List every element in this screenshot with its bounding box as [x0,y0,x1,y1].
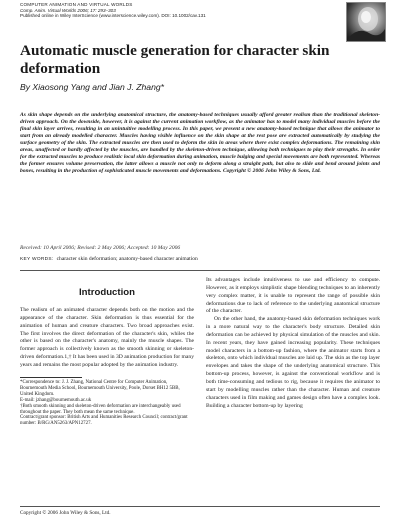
author-line: By Xiaosong Yang and Jian J. Zhang* [20,82,164,92]
footnote-grant: Contract/grant sponsor: British Arts and Humanities Research Council; contract/grant number: B/RG/AN5263/APN12727. [20,415,188,427]
left-column [20,277,194,427]
keywords-text: character skin deformation; anatomy-based character animation [56,256,198,262]
footnote-terminology: †Both smooth skinning and skeleton-driven deformation are interchangeably used throughout the paper. They both mean the same technique. [20,403,181,415]
footer-divider [20,506,380,507]
keywords [20,256,380,262]
submission-dates: Received: 10 April 2006; Revised: 2 May 2006; Accepted: 10 May 2006 [20,245,181,251]
paper-title: Automatic muscle generation for character skin deformation [20,42,330,77]
journal-name: COMPUTER ANIMATION AND VIRTUAL WORLDS [20,2,133,7]
intro-paragraph-1: The realism of an animated character depends both on the motion and the appearance of the character. Skin deformation is thus essential for the animation of human and creature characters. Two broad approaches exist. The first involves the direct deformation of the character's skin, whiles the other is based on the character's anatomy, mainly the muscle shapes. The former approach is collectively known as the smooth skinning or skeleton-driven deformation.1,† It has been used in 3D animation production for many years and remains the most popular adopted by the animation industry. [20,307,194,368]
footnote-correspondence: *Correspondence to: J. J. Zhang, National Centre for Computer Animation, Bournemouth Media School, Bournemouth University, Poole, Dorset BH12 5BB, United Kingdom. [20,379,180,397]
journal-cover-thumbnail [346,2,386,42]
journal-citation: Comp. Anim. Virtual Worlds 2006; 17: 293–303 [20,7,116,13]
section-divider [20,270,380,271]
introduction-heading: Introduction [79,287,135,298]
abstract: As skin shape depends on the underlying anatomical structure, the anatomy-based techniques usually afford greater realism than the traditional skeleton-driven approach. On the downside, however, it is against the current animation workflow, as the animator has to model many individual muscles before the final skin layer arrives, resulting in an unintuitive modelling process. In this paper, we present a new anatomy-based technique that allows the animator to start from an already modelled character. Muscles having visible influence on the skin shape at the rest pose are extracted automatically by studying the surface geometry of the skin. The extracted muscles are then used to deform the skin in areas where there exist complex deformations. The remaining skin areas, unaffected or hardly affected by the muscles, are handled by the skeleton-driven technique, allowing both techniques to play their strengths. In order for the extracted muscles to produce realistic local skin deformation during animation, muscle bulging and special movements are both represented. Whereas the former ensures volume preservation, the latter allows a muscle not only to deform along a straight path, but also to slide and bend around joints and bones, resulting in the production of sophisticated muscle movements and deformations. Copyright © 2006 John Wiley & Sons, Ltd. [20,112,380,175]
publication-line: Published online in Wiley InterScience (www.interscience.wiley.com). DOI: 10.1002/cav.131 [20,13,206,19]
right-column [206,277,380,410]
footnote-divider [20,377,82,378]
intro-paragraph-2: Its advantages include intuitiveness to use and efficiency to compute. However, as it employs simplistic shape blending techniques to an inherently very complex matter, it is unable to represent the range of possible skin deformations due to lack of reference to the underlying anatomical structure of the character. [206,277,380,315]
intro-paragraph-3: On the other hand, the anatomy-based skin deformation techniques work in a more natural way to the character's body structure. Detailed skin deformation can be achieved by physical simulation of the muscles and skin. In recent years, they have gained increasing popularity. These techniques model characters in a bottom-up fashion, where the animator starts from a skeleton, onto which individual muscles are laid up. The skin as the top layer envelopes and takes the shape of the underlying anatomical structure. This bottom-up process, however, is against the conventional workflow and is both time-consuming and tedious to rig, because it requires the animator to start by modelling muscles rather than the character. Human and creature characters used in film making and games design often have a complex look. Building a character bottom-up by layering [206,316,380,409]
footnote-email: E-mail: jzhang@bournemouth.ac.uk [20,397,92,403]
journal-header [20,2,320,19]
keywords-label: KEY WORDS: [20,257,54,262]
copyright-footer: Copyright © 2006 John Wiley & Sons, Ltd. [20,510,111,516]
